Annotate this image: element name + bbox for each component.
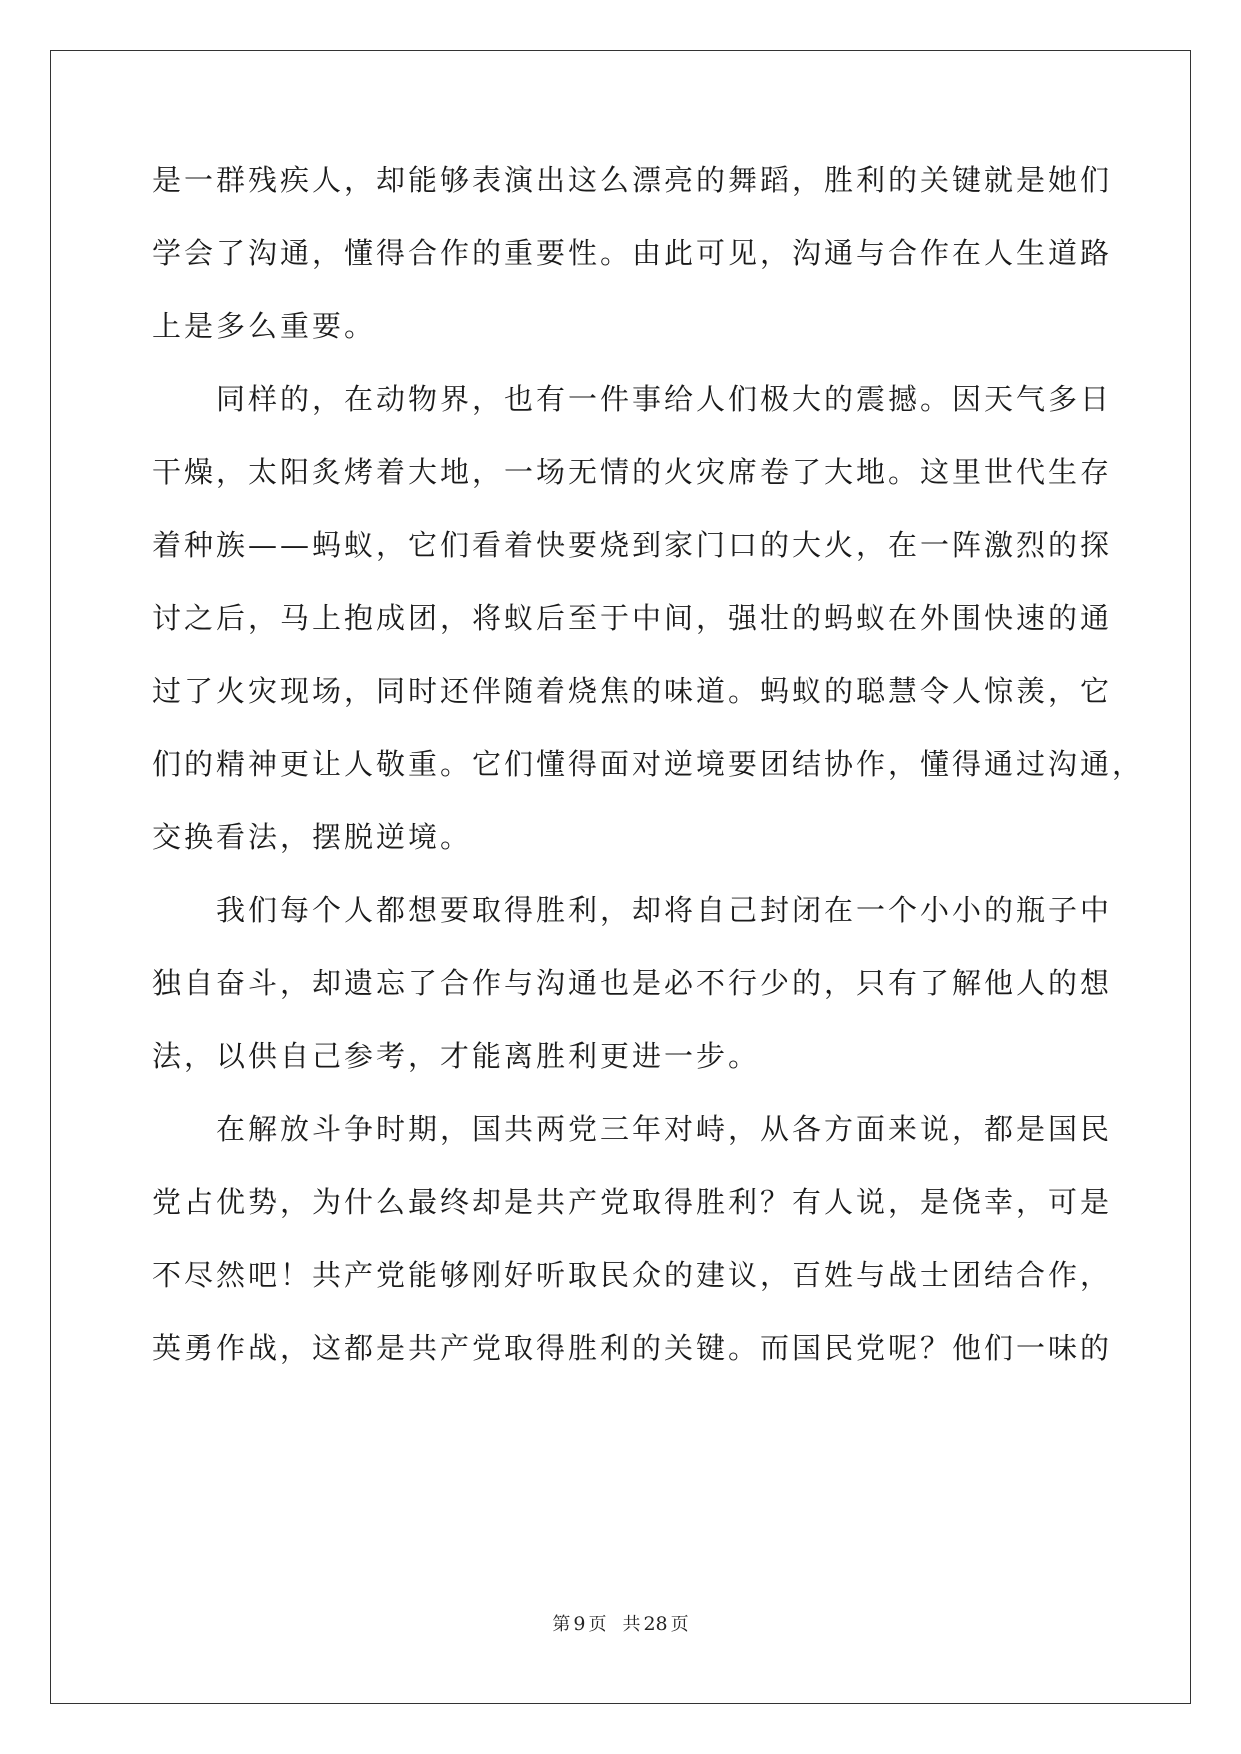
page-prefix: 第 — [552, 1614, 571, 1635]
text-line: 们的精神更让人敬重。它们懂得面对逆境要团结协作，懂得通过沟通， — [152, 747, 1145, 781]
text-line: 着种族——蚂蚁，它们看着快要烧到家门口的大火，在一阵激烈的探 — [152, 528, 1113, 562]
page-suffix: 页 — [588, 1614, 607, 1635]
text-line: 交换看法，摆脱逆境。 — [152, 820, 473, 854]
text-line: 讨之后，马上抱成团，将蚁后至于中间，强壮的蚂蚁在外围快速的通 — [152, 601, 1113, 635]
paragraph-first-line: 我们每个人都想要取得胜利，却将自己封闭在一个小小的瓶子中 — [152, 893, 1113, 927]
paragraph-first-line: 同样的，在动物界，也有一件事给人们极大的震撼。因天气多日 — [152, 382, 1113, 416]
text-line: 独自奋斗，却遗忘了合作与沟通也是必不行少的，只有了解他人的想 — [152, 966, 1113, 1000]
text-line: 学会了沟通，懂得合作的重要性。由此可见，沟通与合作在人生道路 — [152, 236, 1113, 270]
text-line: 过了火灾现场，同时还伴随着烧焦的味道。蚂蚁的聪慧令人惊羡，它 — [152, 674, 1113, 708]
text-line: 是一群残疾人，却能够表演出这么漂亮的舞蹈，胜利的关键就是她们 — [152, 163, 1113, 197]
paragraph-first-line: 在解放斗争时期，国共两党三年对峙，从各方面来说，都是国民 — [152, 1112, 1113, 1146]
text-line: 上是多么重要。 — [152, 309, 377, 343]
text-line: 干燥，太阳炙烤着大地，一场无情的火灾席卷了大地。这里世代生存 — [152, 455, 1113, 489]
text-line: 不尽然吧！共产党能够刚好听取民众的建议，百姓与战士团结合作， — [152, 1258, 1113, 1292]
text-line: 党占优势，为什么最终却是共产党取得胜利？有人说，是侥幸，可是 — [152, 1185, 1113, 1219]
page-number-footer — [0, 1610, 1241, 1636]
text-line: 英勇作战，这都是共产党取得胜利的关键。而国民党呢？他们一味的 — [152, 1331, 1113, 1365]
total-suffix: 页 — [670, 1614, 689, 1635]
total-page-count: 28 — [643, 1613, 668, 1635]
current-page-number: 9 — [573, 1613, 586, 1635]
total-prefix: 共 — [622, 1614, 641, 1635]
page-border — [50, 50, 1191, 1704]
text-line: 法，以供自己参考，才能离胜利更进一步。 — [152, 1039, 761, 1073]
